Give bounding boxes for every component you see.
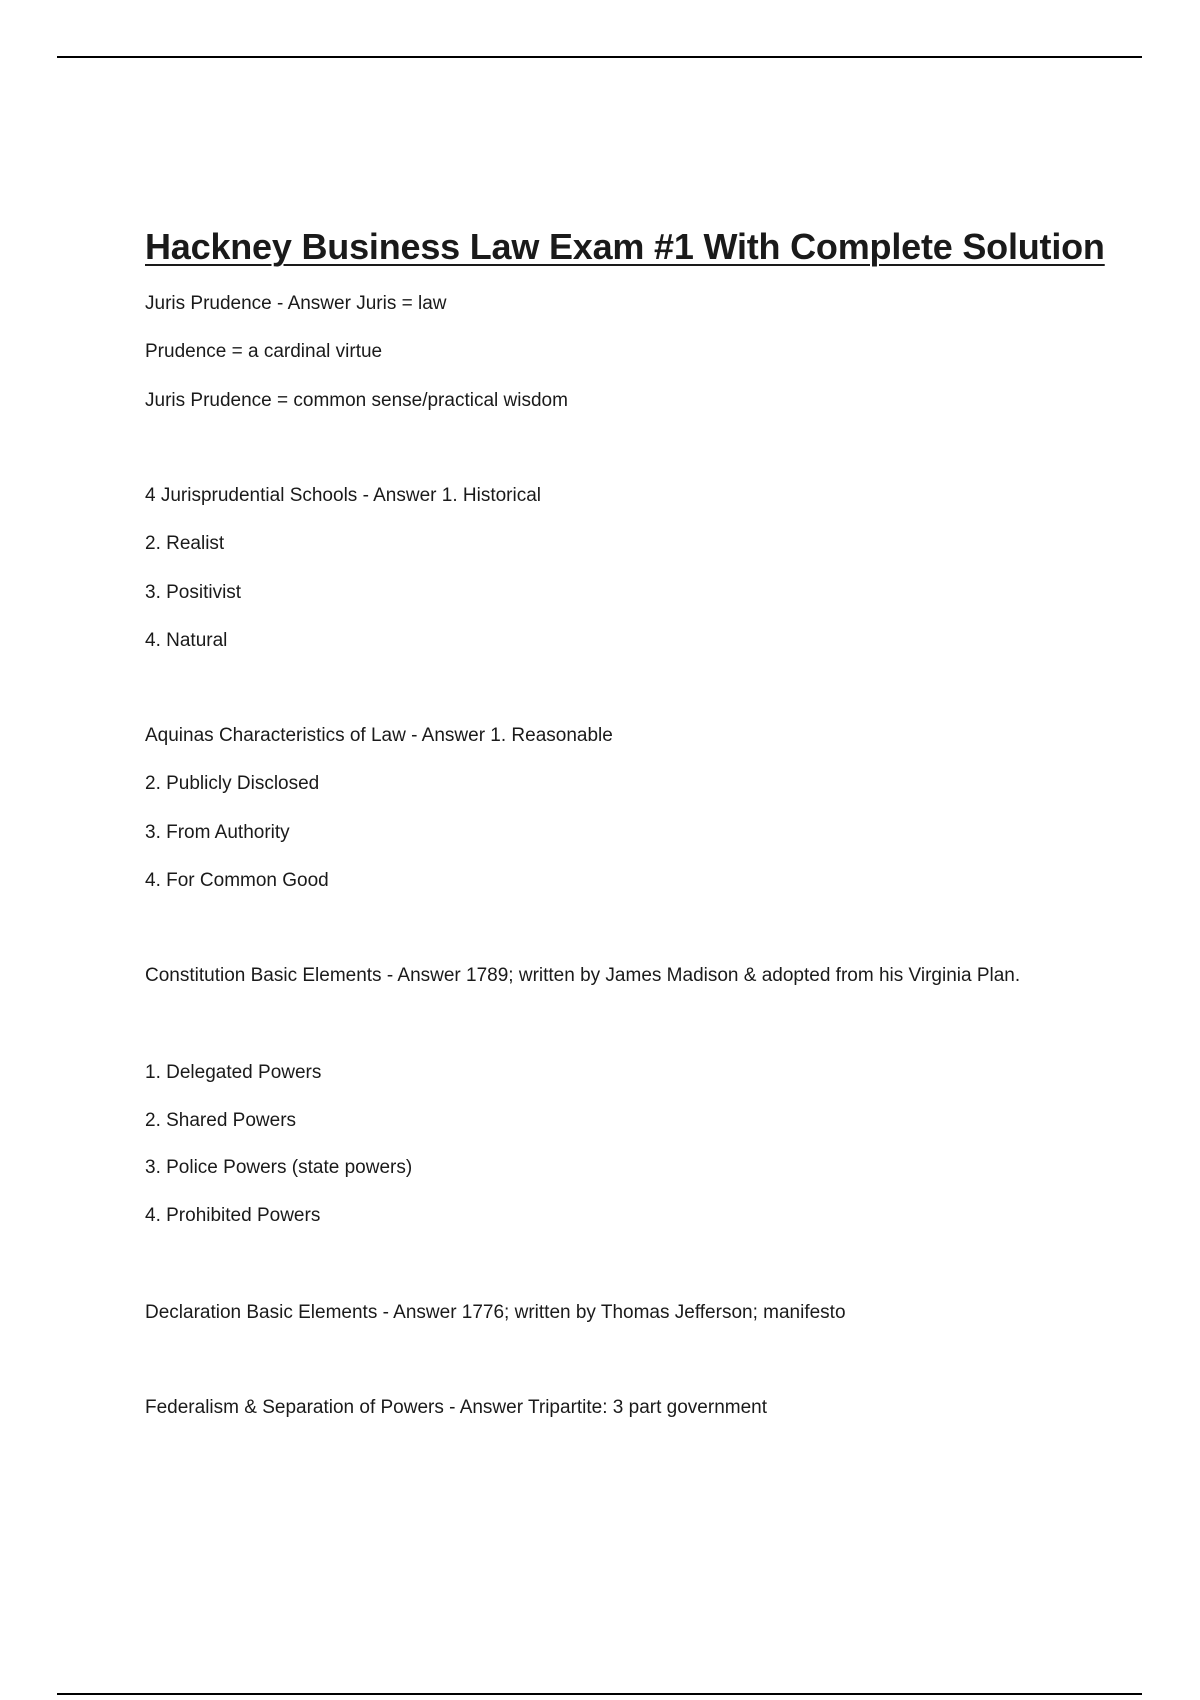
- text-line: Juris Prudence = common sense/practical wisdom: [145, 390, 568, 411]
- text-line: 4 Jurisprudential Schools - Answer 1. Historical: [145, 485, 542, 506]
- text-line: 4. Prohibited Powers: [145, 1205, 321, 1226]
- header-rule: [57, 56, 1142, 58]
- text-line: Constitution Basic Elements - Answer 1789; written by James Madison & adopted from his Virginia Plan.: [145, 965, 1021, 986]
- text-line: 2. Shared Powers: [145, 1110, 297, 1131]
- text-line: 2. Realist: [145, 533, 225, 554]
- text-line: 3. Police Powers (state powers): [145, 1157, 413, 1178]
- text-line: 3. From Authority: [145, 822, 290, 843]
- text-line: 4. For Common Good: [145, 870, 329, 891]
- text-line: Aquinas Characteristics of Law - Answer 1. Reasonable: [145, 725, 613, 746]
- text-line: 2. Publicly Disclosed: [145, 773, 320, 794]
- text-line: 3. Positivist: [145, 582, 242, 603]
- text-line: 4. Natural: [145, 630, 228, 651]
- document-title: Hackney Business Law Exam #1 With Complete Solution: [145, 226, 1105, 267]
- text-line: 1. Delegated Powers: [145, 1062, 322, 1083]
- text-line: Prudence = a cardinal virtue: [145, 341, 383, 362]
- text-line: Federalism & Separation of Powers - Answer Tripartite: 3 part government: [145, 1397, 767, 1418]
- text-line: Juris Prudence - Answer Juris = law: [145, 293, 447, 314]
- text-line: Declaration Basic Elements - Answer 1776; written by Thomas Jefferson; manifesto: [145, 1302, 846, 1323]
- footer-rule: [57, 1693, 1142, 1695]
